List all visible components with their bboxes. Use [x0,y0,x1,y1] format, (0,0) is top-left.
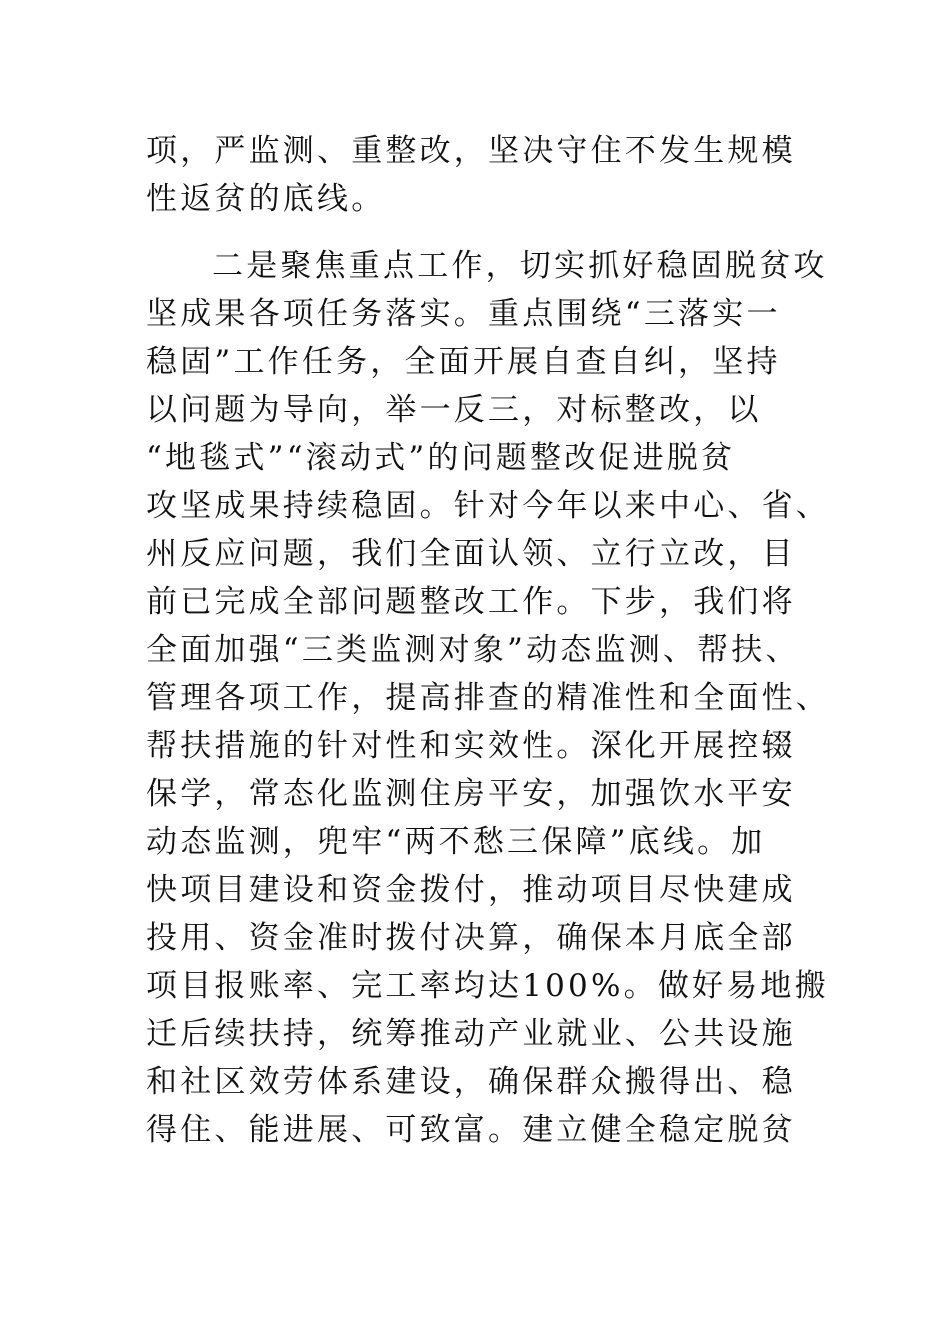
text-line: 性返贫的底线。 [146,181,386,217]
text-line: 项，严监测、重整改，坚决守住不发生规模 [146,133,796,169]
text-line: 前已完成全部问题整改工作。下步，我们将 [146,584,796,620]
text-line: 快项目建设和资金拨付，推动项目尽快建成 [146,872,796,908]
text-line: 攻坚成果持续稳固。针对今年以来中心、省、 [146,488,830,524]
paragraph-focus-key-work [146,242,830,1154]
text-line: 动态监测，兜牢“两不愁三保障”底线。加 [146,824,766,860]
text-line: 州反应问题，我们全面认领、立行立改，目 [146,536,796,572]
text-line: 迁后续扶持，统筹推动产业就业、公共设施 [146,1016,796,1052]
text-line: 管理各项工作，提高排查的精准性和全面性、 [146,680,830,716]
text-line: 得住、能进展、可致富。建立健全稳定脱贫 [146,1112,796,1148]
text-line: 和社区效劳体系建设，确保群众搬得出、稳 [146,1064,796,1100]
text-line: 以问题为导向，举一反三，对标整改，以 [146,392,762,428]
text-line: “地毯式”“滚动式”的问题整改促进脱贫 [146,440,736,476]
text-line: 投用、资金准时拨付决算，确保本月底全部 [146,920,796,956]
text-line: 项目报账率、完工率均达100%。做好易地搬 [146,968,829,1004]
paragraph-continued [146,127,826,223]
text-line: 保学，常态化监测住房平安，加强饮水平安 [146,776,796,812]
text-line: 帮扶措施的针对性和实效性。深化开展控辍 [146,728,796,764]
text-line: 坚成果各项任务落实。重点围绕“三落实一 [146,296,781,332]
text-line: 全面加强“三类监测对象”动态监测、帮扶、 [146,632,800,668]
text-line: 稳固”工作任务，全面开展自查自纠，坚持 [146,344,781,380]
text-line-first: 二是聚焦重点工作，切实抓好稳固脱贫攻 [212,248,828,284]
